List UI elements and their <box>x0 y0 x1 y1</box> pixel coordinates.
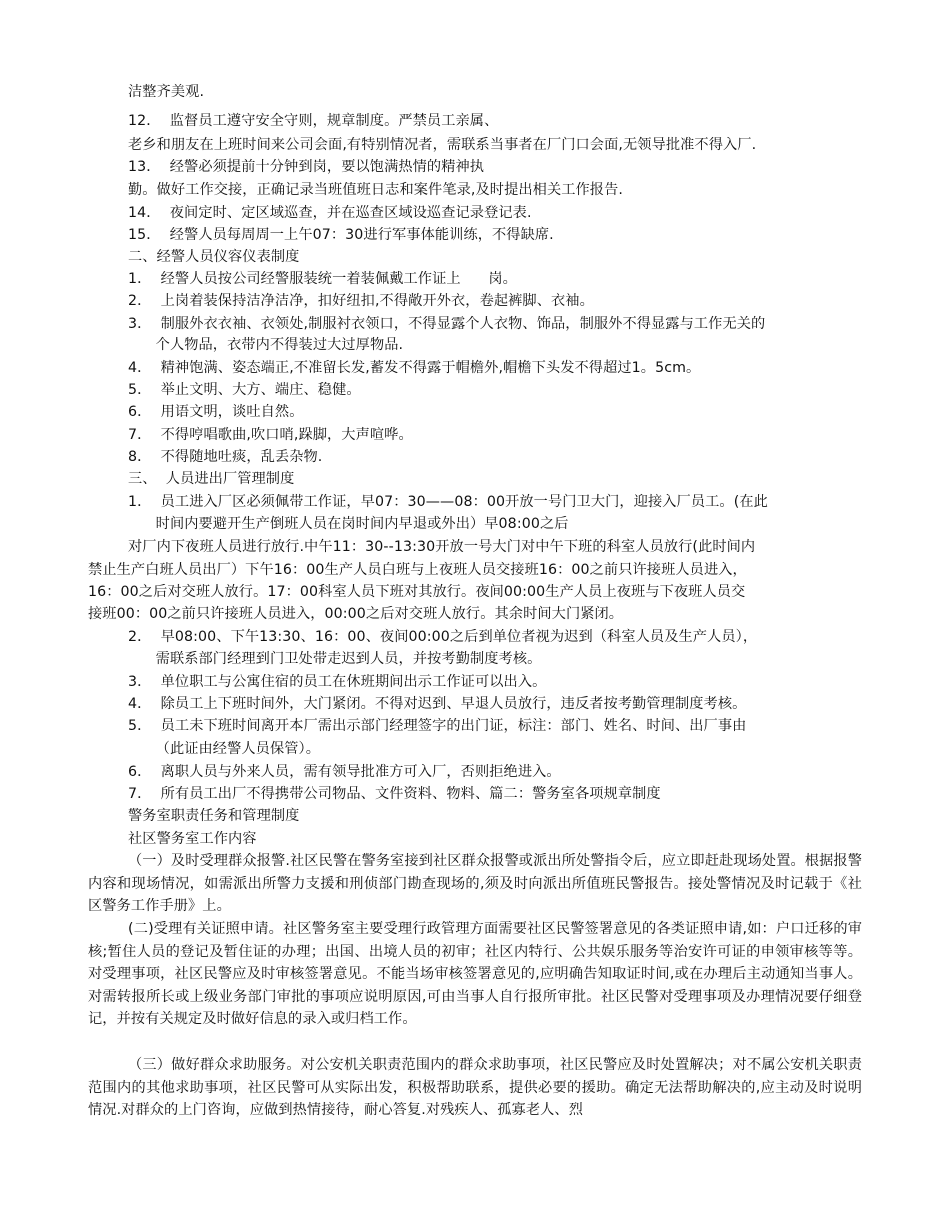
text-line-14: 5． 举止文明、大方、端庄、稳健。 <box>128 382 361 398</box>
text-line-26: 需联系部门经理到门卫处带走迟到人员，并按考勤制度考核。 <box>128 651 542 667</box>
text-line-12: 个人物品，衣带内不得装过大过厚物品. <box>128 337 404 353</box>
text-line-9: 1． 经警人员按公司经警服装统一着装佩戴工作证上 岗。 <box>128 271 517 287</box>
paragraph-3: （三）做好群众求助服务。对公安机关职责范围内的群众求助事项，社区民警应及时处置解决；对不属公安机关职责范围内的其他求助事项，社区民警可从实际出发，积极帮助联系，提供必要的援助。确定无法帮助解决的,应主动及时说明情况.对群众的上门咨询，应做到热情接待，耐心答复.对残疾人、孤寡老人、烈 <box>88 1057 862 1118</box>
text-line-2: 12． 监督员工遵守安全守则，规章制度。严禁员工亲属、 <box>128 113 499 129</box>
text-line-11: 3． 制服外衣衣袖、衣领处,制服衬衣领口，不得显露个人衣物、饰品，制服外不得显露与工作无关的 <box>128 316 766 332</box>
text-line-21: 对厂内下夜班人员进行放行.中午11：30--13:30开放一号大门对中午下班的科室人员放行(此时间内 <box>128 539 756 555</box>
text-line-16: 7． 不得哼唱歌曲,吹口哨,跺脚，大声喧哗。 <box>128 427 413 443</box>
section-heading-3: 三、 人员进出厂管理制度 <box>128 471 295 487</box>
text-line-28: 4． 除员工上下班时间外，大门紧闭。不得对迟到、早退人员放行，违反者按考勤管理制度考核。 <box>128 696 747 712</box>
text-line-22: 禁止生产白班人员出厂）下午16：00生产人员白班与上夜班人员交接班16：00之前只许接班人员进入， <box>88 562 747 578</box>
text-line-20: 时间内要避开生产倒班人员在岗时间内早退或外出）早08:00之后 <box>128 516 569 532</box>
text-line-7: 15． 经警人员每周周一上午07：30进行军事体能训练，不得缺席. <box>128 227 554 243</box>
text-line-3: 老乡和朋友在上班时间来公司会面,有特别情况者，需联系当事者在厂门口会面,无领导批准不得入厂. <box>128 137 757 153</box>
text-line-10: 2． 上岗着装保持洁净洁净，扣好纽扣,不得敞开外衣，卷起裤脚、衣袖。 <box>128 293 594 309</box>
text-line-13: 4． 精神饱满、姿态端正,不准留长发,蓄发不得露于帽檐外,帽檐下头发不得超过1。5cm。 <box>128 360 701 376</box>
text-line-25: 2． 早08:00、下午13:30、16：00、夜间00:00之后到单位者视为迟到（科室人员及生产人员）， <box>128 629 758 645</box>
text-line-23: 16：00之后对交班人放行。17：00科室人员下班对其放行。夜间00:00生产人员上夜班与下夜班人员交 <box>88 584 746 600</box>
text-line-17: 8． 不得随地吐痰，乱丢杂物. <box>128 449 323 465</box>
text-line-19: 1． 员工进入厂区必须佩带工作证，早07：30——08：00开放一号门卫大门，迎接入厂员工。(在此 <box>128 494 768 510</box>
text-line-24: 接班00：00之前只许接班人员进入，00:00之后对交班人放行。其余时间大门紧闭。 <box>88 606 624 622</box>
text-line-31: 6． 离职人员与外来人员，需有领导批准方可入厂，否则拒绝进入。 <box>128 764 561 780</box>
paragraph-2: (二)受理有关证照申请。社区警务室主要受理行政管理方面需要社区民警签署意见的各类证照申请,如：户口迁移的审核;暂住人员的登记及暂住证的办理；出国、出境人员的初审；社区内特行、公共娱乐服务等治安许可证的申领审核等等。对受理事项，社区民警应及时审核签署意见。不能当场审核签署意见的,应明确告知取证时间,或在办理后主动通知当事人。对需转报所长或上级业务部门审批的事项应说明原因,可由当事人自行报所审批。社区民警对受理事项及办理情况要仔细登记，并按有关规定及时做好信息的录入或归档工作。 <box>88 921 862 1027</box>
text-line-30: （此证由经警人员保管）。 <box>128 741 321 757</box>
section-heading-2: 二、经警人员仪容仪表制度 <box>128 249 300 265</box>
text-line-5: 勤。做好工作交接，正确记录当班值班日志和案件笔录,及时提出相关工作报告. <box>128 182 623 198</box>
text-line-4: 13． 经警必须提前十分钟到岗，要以饱满热情的精神执 <box>128 159 485 175</box>
text-line-27: 3． 单位职工与公寓住宿的员工在休班期间出示工作证可以出入。 <box>128 674 547 690</box>
doc-title: 警务室职责任务和管理制度 <box>128 808 300 824</box>
text-line-32: 7． 所有员工出厂不得携带公司物品、文件资料、物料、篇二：警务室各项规章制度 <box>128 786 661 802</box>
paragraph-1: （一）及时受理群众报警.社区民警在警务室接到社区群众报警或派出所处警指令后，应立即赶赴现场处置。根据报警内容和现场情况，如需派出所警力支援和刑侦部门勘查现场的,须及时向派出所值班民警报告。接处警情况及时记载于《社区警务工作手册》上。 <box>88 853 862 914</box>
text-line-15: 6． 用语文明，谈吐自然。 <box>128 404 304 420</box>
doc-subtitle: 社区警务室工作内容 <box>128 831 257 847</box>
text-line-1: 洁整齐美观. <box>128 84 205 100</box>
text-line-29: 5． 员工未下班时间离开本厂需出示部门经理签字的出门证，标注：部门、姓名、时间、出厂事由 <box>128 718 747 734</box>
text-line-6: 14． 夜间定时、定区域巡查，并在巡查区域设巡查记录登记表. <box>128 205 532 221</box>
